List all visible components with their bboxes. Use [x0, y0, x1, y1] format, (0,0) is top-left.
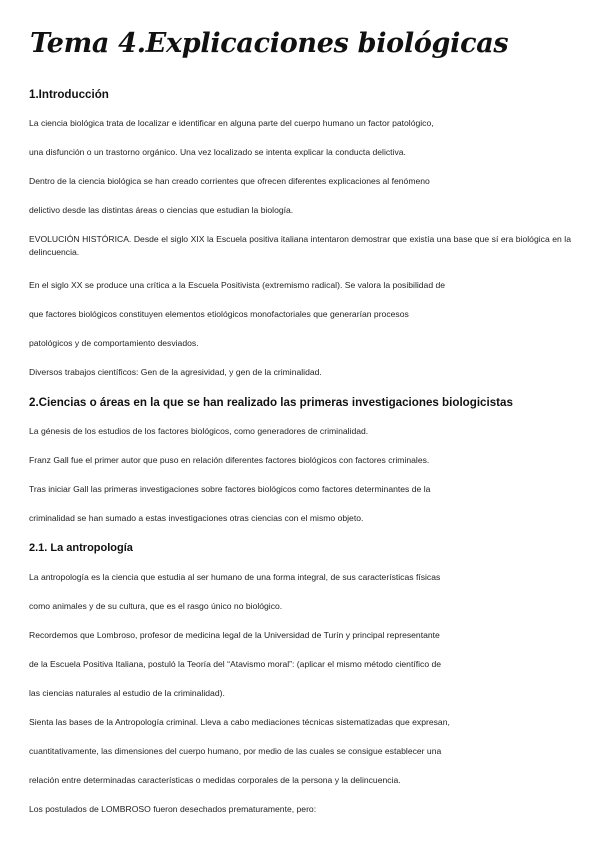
paragraph-line: Sienta las bases de la Antropología criminal. Lleva a cabo mediaciones técnicas sistematizadas que expresan,: [29, 717, 450, 727]
paragraph-line: La antropología es la ciencia que estudia al ser humano de una forma integral, de sus características físicas: [29, 572, 441, 582]
paragraph-line: Los postulados de LOMBROSO fueron desechados prematuramente, pero:: [29, 804, 317, 814]
paragraph-line: criminalidad se han sumado a estas investigaciones otras ciencias con el mismo objeto.: [29, 513, 364, 523]
paragraph-line: cuantitativamente, las dimensiones del cuerpo humano, por medio de las cuales se consigue establecer una: [29, 746, 442, 756]
paragraph-line: Franz Gall fue el primer autor que puso en relación diferentes factores biológicos con factores criminales.: [29, 455, 430, 465]
paragraph-line: Recordemos que Lombroso, profesor de medicina legal de la Universidad de Turín y principal representante: [29, 630, 440, 640]
subsection-heading-antropologia: 2.1. La antropología: [29, 542, 133, 554]
paragraph-line: La génesis de los estudios de los factores biológicos, como generadores de criminalidad.: [29, 426, 369, 436]
paragraph-line: de la Escuela Positiva Italiana, postuló la Teoría del “Atavismo moral”: (aplicar el mismo método científico de: [29, 659, 442, 669]
paragraph-line: Dentro de la ciencia biológica se han creado corrientes que ofrecen diferentes explicaciones al fenómeno: [29, 176, 430, 186]
paragraph-line: La ciencia biológica trata de localizar e identificar en alguna parte del cuerpo humano un factor patológico,: [29, 118, 434, 128]
paragraph-line: las ciencias naturales al estudio de la criminalidad).: [29, 688, 225, 698]
section-heading-introduccion: 1.Introducción: [29, 88, 109, 101]
paragraph-line: Tras iniciar Gall las primeras investigaciones sobre factores biológicos como factores determinantes de la: [29, 484, 431, 494]
paragraph-evolucion-historica: EVOLUCIÓN HISTÓRICA. Desde el siglo XIX la Escuela positiva italiana intentaron demostrar que existía una base que sí era biológica en la delincuencia.: [29, 234, 571, 257]
paragraph-line: delictivo desde las distintas áreas o ciencias que estudian la biología.: [29, 205, 294, 215]
document-title: Tema 4.Explicaciones biológicas: [30, 28, 509, 59]
paragraph-line: relación entre determinadas características o medidas corporales de la persona y la delincuencia.: [29, 775, 401, 785]
section-heading-ciencias: 2.Ciencias o áreas en la que se han realizado las primeras investigaciones biologicistas: [29, 396, 513, 409]
paragraph-line: como animales y de su cultura, que es el rasgo único no biológico.: [29, 601, 283, 611]
paragraph-line: Diversos trabajos científicos: Gen de la agresividad, y gen de la criminalidad.: [29, 367, 322, 377]
paragraph-line: que factores biológicos constituyen elementos etiológicos monofactoriales que generarían procesos: [29, 309, 409, 319]
paragraph-line: patológicos y de comportamiento desviados.: [29, 338, 199, 348]
paragraph-line: una disfunción o un trastorno orgánico. Una vez localizado se intenta explicar la conducta delictiva.: [29, 147, 406, 157]
paragraph-line: En el siglo XX se produce una crítica a la Escuela Positivista (extremismo radical). Se valora la posibilidad de: [29, 280, 446, 290]
